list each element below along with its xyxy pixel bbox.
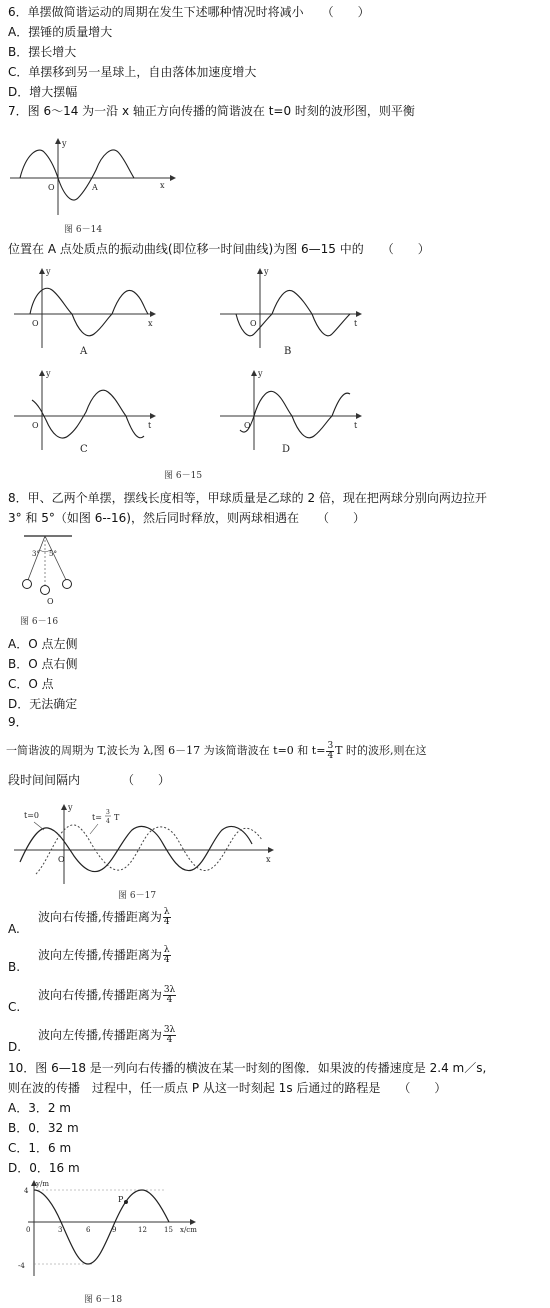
q8-option-c: C．O 点 <box>8 677 54 691</box>
svg-text:9: 9 <box>112 1226 117 1234</box>
svg-text:3: 3 <box>106 809 110 816</box>
q7-stem-line2: 位置在 A 点处质点的振动曲线(即位移一时间曲线)为图 6—15 中的 （ ） <box>8 242 430 256</box>
svg-text:O: O <box>250 319 257 328</box>
svg-text:x: x <box>148 319 153 328</box>
fig15-caption: 图 6－15 <box>164 471 203 481</box>
fig15-label-b: B <box>284 346 292 357</box>
figure-6-14 <box>10 140 180 220</box>
q10-option-d: D．0．16 m <box>8 1161 80 1175</box>
svg-text:15: 15 <box>164 1226 173 1234</box>
q9-stem-line2: 段时间间隔内 （ ） <box>8 773 171 787</box>
figure-6-15-d <box>220 370 370 450</box>
figure-6-15-b <box>220 268 370 348</box>
q9-option-a-letter: A. <box>8 922 20 936</box>
q10-option-a: A．3．2 m <box>8 1101 71 1115</box>
q9-option-c-letter: C. <box>8 1000 21 1014</box>
fig14-caption: 图 6－14 <box>64 225 103 235</box>
q6-option-d: D．增大摆幅 <box>8 85 78 99</box>
svg-text:3: 3 <box>58 1226 63 1234</box>
svg-text:y: y <box>46 369 51 378</box>
svg-text:O: O <box>32 421 39 430</box>
figure-6-15-a <box>14 268 164 348</box>
svg-text:P: P <box>118 1195 124 1204</box>
svg-text:y: y <box>264 267 269 276</box>
q8-option-b: B．O 点右侧 <box>8 657 78 671</box>
q6-option-b: B．摆长增大 <box>8 45 77 59</box>
svg-text:6: 6 <box>86 1226 91 1234</box>
fig17-caption: 图 6－17 <box>118 891 157 901</box>
q8-stem-line2: 3° 和 5°（如图 6--16)，然后同时释放，则两球相遇在 （ ） <box>8 511 365 525</box>
fig18-caption: 图 6－18 <box>84 1295 123 1305</box>
svg-text:O: O <box>244 421 251 430</box>
figure-6-15-c <box>14 370 164 450</box>
figure-6-18 <box>14 1180 214 1280</box>
svg-text:x: x <box>266 855 271 864</box>
q9-number: 9． <box>8 715 28 729</box>
q10-stem-line1: 10．图 6—18 是一列向右传播的横波在某一时刻的图像．如果波的传播速度是 2.4 m／s, <box>8 1061 487 1075</box>
svg-text:y: y <box>46 267 51 276</box>
fig15-label-c: C <box>80 444 88 455</box>
svg-text:t=: t= <box>92 813 102 822</box>
svg-text:-4: -4 <box>18 1262 25 1270</box>
q9-option-c-text: 波向右传播,传播距离为 $\frac{3\lambda}{4}$ <box>38 985 176 1005</box>
svg-text:5°: 5° <box>49 550 57 558</box>
svg-text:x/cm: x/cm <box>180 1226 197 1234</box>
svg-text:t: t <box>148 421 152 430</box>
q9-option-b-letter: B. <box>8 960 21 974</box>
fig14-y-label: y <box>62 139 67 148</box>
figure-6-16 <box>12 534 92 609</box>
svg-text:3°: 3° <box>32 550 40 558</box>
fig14-x-label: x <box>160 181 165 190</box>
q10-option-b: B．0．32 m <box>8 1121 79 1135</box>
svg-text:y: y <box>258 369 263 378</box>
svg-text:4: 4 <box>24 1187 29 1195</box>
svg-text:4: 4 <box>106 818 110 825</box>
svg-text:O: O <box>47 597 54 606</box>
q6-option-c: C．单摆移到另一星球上，自由落体加速度增大 <box>8 65 257 79</box>
q9-option-d-letter: D. <box>8 1040 22 1054</box>
svg-text:T: T <box>114 813 120 822</box>
q9-option-a-text: 波向右传播,传播距离为 $\frac{\lambda}{4}$ <box>38 907 170 927</box>
q9-stem-line1: 一简谐波的周期为 T,波长为 λ,图 6－17 为该简谐波在 t=0 和 t= $\frac{3}{4}$ T 时的波形,则在这 <box>6 740 427 761</box>
q10-stem-line2: 则在波的传播 过程中，任一质点 P 从这一时刻起 1s 后通过的路程是 （ ） <box>8 1081 447 1095</box>
q9-option-b-text: 波向左传播,传播距离为 $\frac{\lambda}{4}$ <box>38 945 170 965</box>
q8-option-a: A．O 点左侧 <box>8 637 78 651</box>
fig14-o-label: O <box>48 183 55 192</box>
q7-stem-line1: 7．图 6～14 为一沿 x 轴正方向传播的简谐波在 t=0 时刻的波形图，则平衡 <box>8 104 415 118</box>
svg-text:t: t <box>354 319 358 328</box>
fig15-label-a: A <box>80 346 88 357</box>
svg-text:0: 0 <box>26 1226 31 1234</box>
q6-stem: 6．单摆做简谐运动的周期在发生下述哪种情况时将减小 （ ） <box>8 5 370 19</box>
svg-text:t: t <box>354 421 358 430</box>
svg-text:t=0: t=0 <box>24 811 40 820</box>
figure-6-17 <box>14 804 284 884</box>
svg-text:y/m: y/m <box>36 1180 49 1188</box>
svg-text:y: y <box>68 803 73 812</box>
q8-option-d: D．无法确定 <box>8 697 78 711</box>
q8-stem-line1: 8．甲、乙两个单摆，摆线长度相等，甲球质量是乙球的 2 倍，现在把两球分别向两边拉开 <box>8 491 487 505</box>
svg-text:O: O <box>32 319 39 328</box>
q9-frac-three-quarters: $\frac{3}{4}$ <box>327 740 334 761</box>
fig15-label-d: D <box>282 444 291 455</box>
fig16-caption: 图 6－16 <box>20 617 59 627</box>
q6-option-a: A．摆锤的质量增大 <box>8 25 113 39</box>
svg-text:O: O <box>58 855 65 864</box>
q9-option-d-text: 波向左传播,传播距离为 $\frac{3\lambda}{4}$ <box>38 1025 176 1045</box>
svg-text:12: 12 <box>138 1226 147 1234</box>
fig14-a-label: A <box>92 183 98 192</box>
q10-option-c: C．1．6 m <box>8 1141 72 1155</box>
